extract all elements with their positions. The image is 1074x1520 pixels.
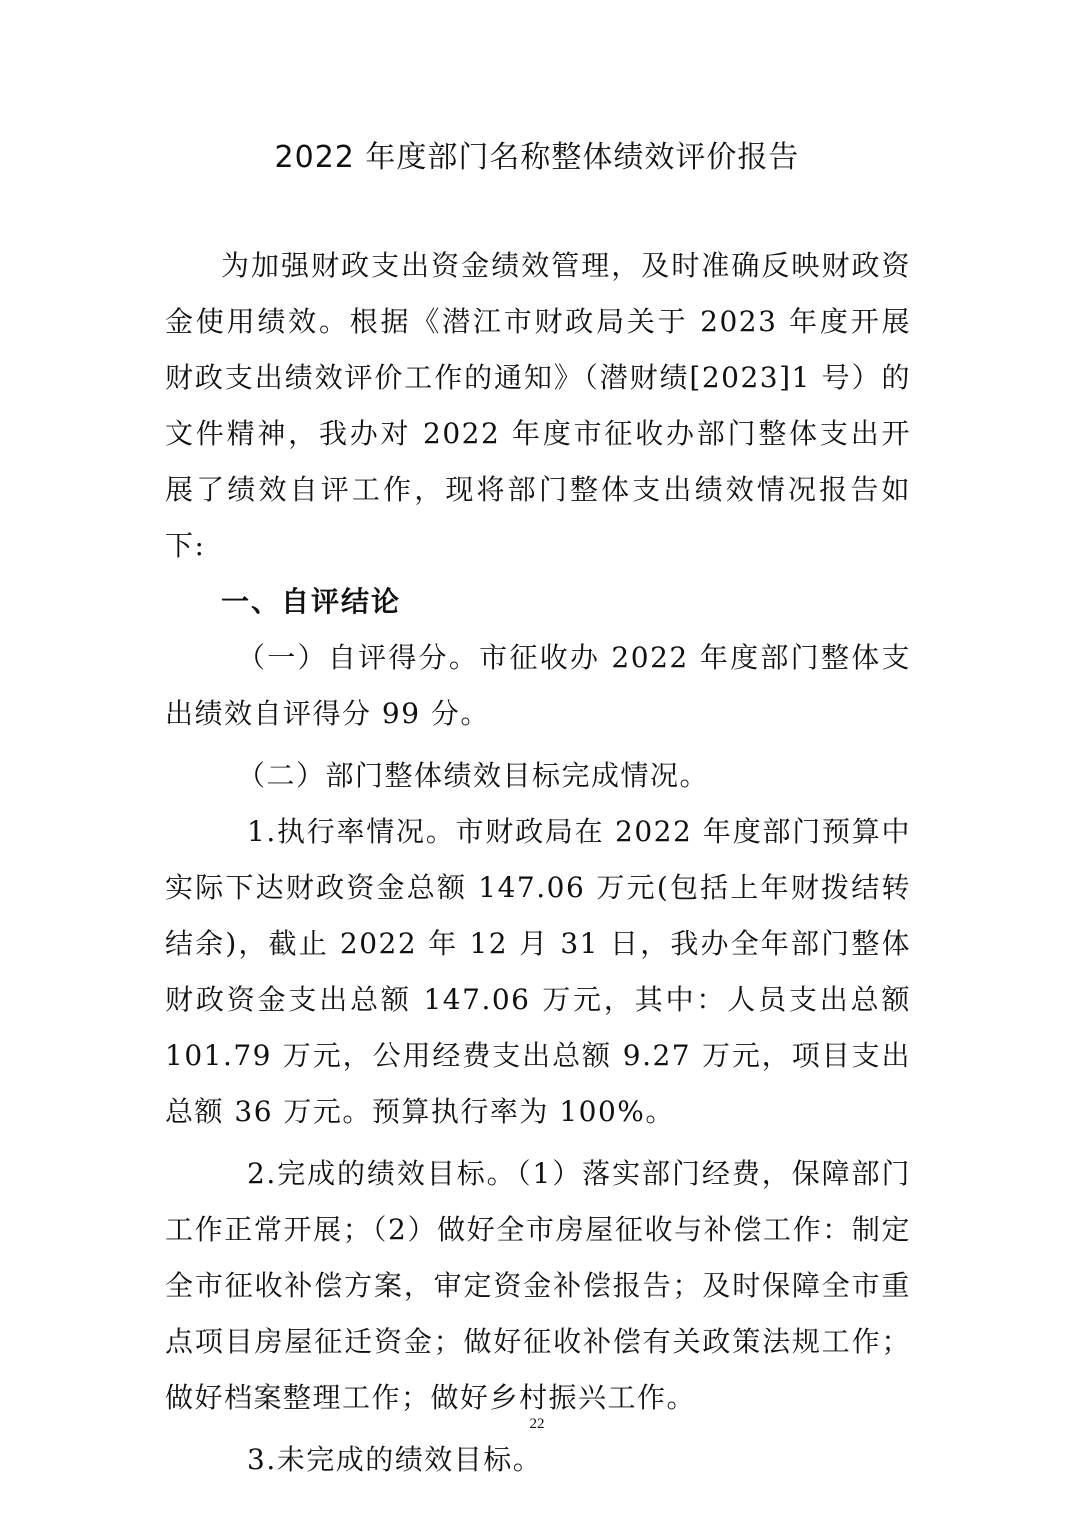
report-title: 2022 年度部门名称整体绩效评价报告 — [274, 140, 800, 175]
report-body — [165, 238, 911, 1488]
completed-goals-paragraph: 2.完成的绩效目标。（1）落实部门经费，保障部门工作正常开展；（2）做好全市房屋征收与补偿工作：制定全市征收补偿方案，审定资金补偿报告；及时保障全市重点项目房屋征迁资金；做好征收补偿有关政策法规工作；做好档案整理工作；做好乡村振兴工作。 — [165, 1157, 911, 1414]
incomplete-goals-paragraph: 3.未完成的绩效目标。 — [247, 1443, 543, 1476]
page-number: 22 — [529, 1416, 545, 1432]
score-paragraph: （一）自评得分。市征收办 2022 年度部门整体支出绩效自评得分 99 分。 — [165, 641, 911, 730]
execution-rate-paragraph: 1.执行率情况。市财政局在 2022 年度部门预算中实际下达财政资金总额 147.06 万元(包括上年财拨结转结余)，截止 2022 年 12 月 31 日，我办全年部门整体财政资金支出总额 147.06 万元，其中：人员支出总额 101.79 万元，公用经费支出总额 9.27 万元，项目支出总额 36 万元。预算执行率为 100%。 — [165, 815, 911, 1128]
section-heading-self-evaluation: 一、自评结论 — [221, 585, 402, 618]
intro-paragraph: 为加强财政支出资金绩效管理，及时准确反映财政资金使用绩效。根据《潜江市财政局关于 2023 年度开展财政支出绩效评价工作的通知》（潜财绩[2023]1 号）的文件精神，我办对 2022 年度市征收办部门整体支出开展了绩效自评工作，现将部门整体支出绩效情况报告如下: — [165, 249, 911, 562]
goals-subheading: （二）部门整体绩效目标完成情况。 — [237, 759, 710, 792]
